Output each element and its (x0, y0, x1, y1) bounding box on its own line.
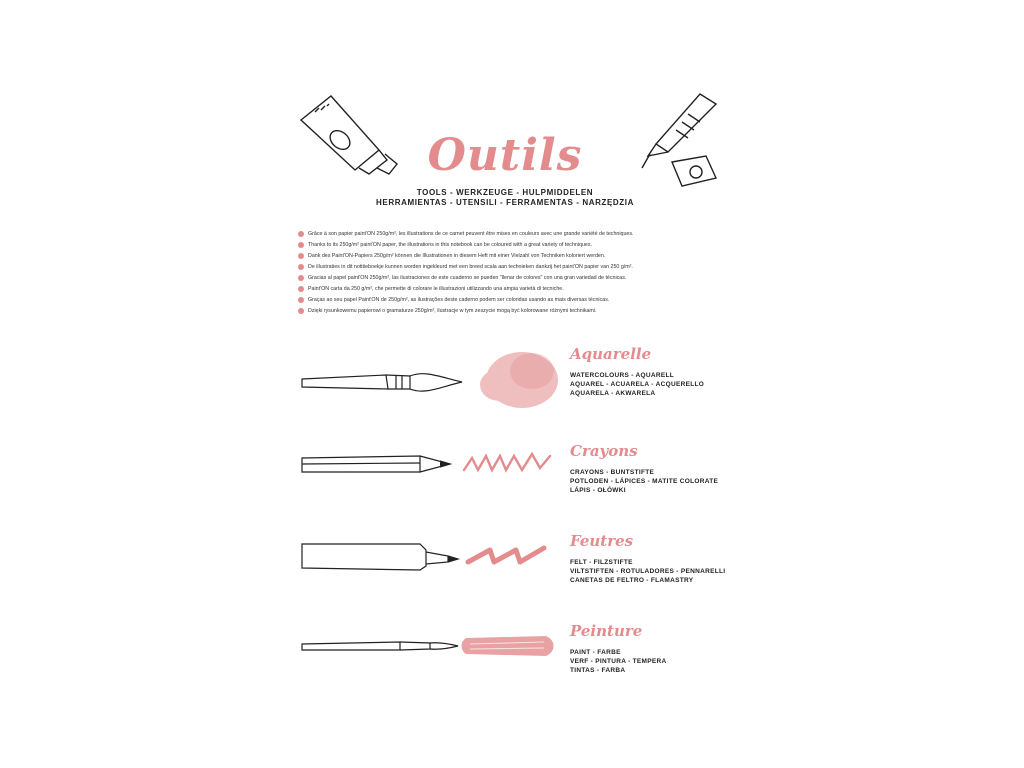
tool-languages (570, 648, 667, 675)
language-line: FELT - FILZSTIFTE (570, 559, 633, 566)
intro-text: Graças ao seu papel Paint'ON de 250g/m², as ilustrações deste caderno podem ser coloridas usando as mais diversas técnicas. (308, 296, 610, 303)
intro-text: Thanks to its 250g/m² paint'ON paper, the illustrations in this notebook can be coloured with a great variety of techniques. (308, 241, 592, 248)
intro-item (298, 294, 728, 305)
language-line: VILTSTIFTEN - ROTULADORES - PENNARELLI (570, 568, 726, 575)
paint-brush-icon (300, 622, 560, 672)
tool-name: Aquarelle (570, 345, 652, 363)
flag-pt-icon (298, 297, 304, 303)
tool-name: Feutres (570, 532, 634, 550)
language-line: AQUARELA - AKWARELA (570, 390, 656, 397)
tool-languages (570, 468, 718, 495)
flag-nl-icon (298, 264, 304, 270)
language-line: PAINT - FARBE (570, 649, 621, 656)
intro-list (298, 228, 728, 316)
subtitle (280, 188, 730, 208)
tool-name: Crayons (570, 442, 638, 460)
tool-aquarelle (280, 345, 730, 425)
tool-feutres (280, 532, 730, 612)
flag-de-icon (298, 253, 304, 259)
flag-pl-icon (298, 308, 304, 314)
marker-icon (300, 532, 560, 582)
subtitle-line: HERRAMIENTAS - UTENSILI - FERRAMENTAS - NARZĘDZIA (376, 198, 634, 207)
tool-name: Peinture (570, 622, 643, 640)
language-line: POTLODEN - LÁPICES - MATITE COLORATE (570, 478, 719, 485)
subtitle-line: TOOLS - WERKZEUGE - HULPMIDDELEN (416, 188, 594, 197)
flag-fr-icon (298, 231, 304, 237)
flag-es-icon (298, 275, 304, 281)
flag-it-icon (298, 286, 304, 292)
tool-languages (570, 371, 704, 398)
language-line: CRAYONS - BUNTSTIFTE (570, 469, 655, 476)
intro-text: Paint'ON carta da 250 g/m², che permette di colorare le illustrazioni utilizzando una ampia varietà di tecniche. (308, 285, 564, 292)
intro-item (298, 261, 728, 272)
intro-text: De illustraties in dit notitieboekje kunnen worden ingekleurd met een breed scala aan technieken dankzij het paint'ON papier van 250 g/m². (308, 263, 633, 270)
language-line: AQUAREL - ACUARELA - ACQUERELLO (570, 381, 705, 388)
intro-text: Dank des Paint'ON-Papiers 250g/m² können die Illustrationen in diesem Heft mit einer Vielzahl von Techniken koloriert werden. (308, 252, 606, 259)
brush-icon (300, 345, 560, 415)
language-line: LÁPIS - OŁÓWKI (570, 487, 626, 494)
language-line: VERF - PINTURA - TEMPERA (570, 658, 667, 665)
intro-item (298, 250, 728, 261)
tool-peinture (280, 622, 730, 702)
intro-item (298, 228, 728, 239)
page-title: Outils (427, 130, 583, 181)
tool-languages (570, 558, 725, 585)
intro-item (298, 283, 728, 294)
intro-item (298, 272, 728, 283)
tool-crayons (280, 442, 730, 522)
language-line: TINTAS - FARBA (570, 667, 626, 674)
document-page (280, 80, 730, 700)
language-line: CANETAS DE FELTRO - FLAMASTRY (570, 577, 694, 584)
intro-text: Grâce à son papier paint'ON 250g/m², les illustrations de ce carnet peuvent être mises en couleurs avec une grande variété de techniques. (308, 230, 634, 237)
intro-item (298, 239, 728, 250)
pencil-icon (300, 442, 560, 492)
flag-en-icon (298, 242, 304, 248)
language-line: WATERCOLOURS - AQUARELL (570, 372, 675, 379)
intro-text: Dzięki rysunkowemu papierowi o gramaturze 250g/m², ilustracje w tym zeszycie mogą być kolorowane różnymi technikami. (308, 307, 597, 314)
intro-text: Gracias al papel paint'ON 250g/m², las ilustraciones de este cuaderno se pueden "llenar de colores" con una gran variedad de técnicas. (308, 274, 627, 281)
intro-item (298, 305, 728, 316)
